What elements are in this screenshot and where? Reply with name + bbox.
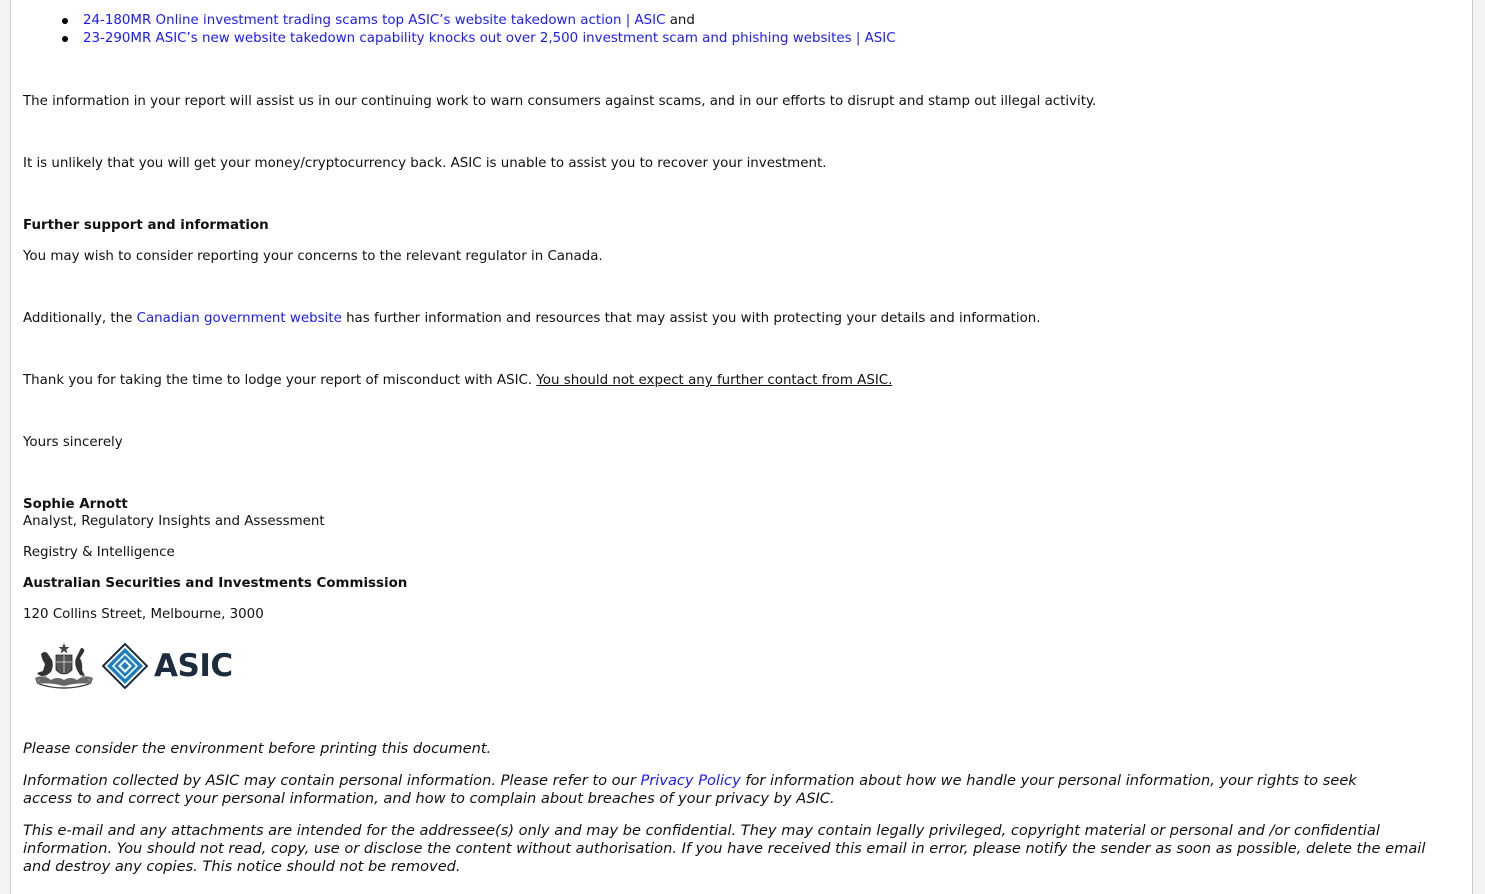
privacy-notice <box>23 772 1403 808</box>
bullet-marker <box>62 36 68 42</box>
bullet-marker <box>62 18 68 24</box>
paragraph-additional <box>23 310 1041 328</box>
paragraph-thanks <box>23 372 892 390</box>
privacy-policy-link[interactable]: Privacy Policy <box>640 772 741 789</box>
paragraph-thanks-text: Thank you for taking the time to lodge your report of misconduct with ASIC. <box>23 373 537 388</box>
signature-organisation: Australian Securities and Investments Commission <box>23 576 408 591</box>
asic-diamond-icon <box>102 643 148 689</box>
paragraph-unlikely: It is unlikely that you will get your money/cryptocurrency back. ASIC is unable to assist you to recover your investment. <box>23 156 827 171</box>
paragraph-regulator: You may wish to consider reporting your concerns to the relevant regulator in Canada. <box>23 249 603 264</box>
no-further-contact-notice: You should not expect any further contact from ASIC. <box>536 373 893 388</box>
australian-coat-of-arms-icon <box>33 642 95 690</box>
signature-name: Sophie Arnott <box>23 497 128 512</box>
asic-logo <box>33 640 233 692</box>
list-item <box>83 12 695 30</box>
closing: Yours sincerely <box>23 435 123 450</box>
paragraph-additional-after: has further information and resources that may assist you with protecting your details and information. <box>341 311 1041 326</box>
signature-team: Registry & Intelligence <box>23 545 175 560</box>
privacy-notice-after: for information about how we handle your personal information, your rights to seek access to and correct your personal information, and how to complain about breaches of your privacy by ASIC. <box>23 772 1357 807</box>
paragraph-info: The information in your report will assist us in our continuing work to warn consumers against scams, and in our efforts to disrupt and stamp out illegal activity. <box>23 94 1097 109</box>
signature-address: 120 Collins Street, Melbourne, 3000 <box>23 607 264 622</box>
media-release-link-2[interactable]: 23-290MR ASIC’s new website takedown capability knocks out over 2,500 investment scam and phishing websites | ASIC <box>83 31 896 46</box>
list-item <box>83 30 896 48</box>
list-item-suffix: and <box>665 13 695 28</box>
window-frame-left <box>0 0 11 894</box>
signature-title: Analyst, Regulatory Insights and Assessment <box>23 514 325 529</box>
confidentiality-notice: This e-mail and any attachments are intended for the addressee(s) only and may be confidential. They may contain legally privileged, copyright material or personal and /or confidential information. You should not read, copy, use or disclose the content without authorisation. If you have received this email in error, please notify the sender as soon as possible, delete the email and destroy any copies. This notice should not be removed. <box>23 822 1426 875</box>
email-body <box>23 0 1463 894</box>
privacy-notice-before: Information collected by ASIC may contain personal information. Please refer to our <box>23 772 641 789</box>
asic-logo-text: ASIC <box>154 648 233 684</box>
media-release-link-1[interactable]: 24-180MR Online investment trading scams top ASIC’s website takedown action | ASIC <box>83 13 666 28</box>
environment-notice: Please consider the environment before printing this document. <box>23 740 492 757</box>
window-frame-right <box>1472 0 1485 894</box>
canadian-government-link[interactable]: Canadian government website <box>136 311 342 326</box>
support-heading: Further support and information <box>23 218 269 233</box>
paragraph-additional-before: Additionally, the <box>23 311 137 326</box>
